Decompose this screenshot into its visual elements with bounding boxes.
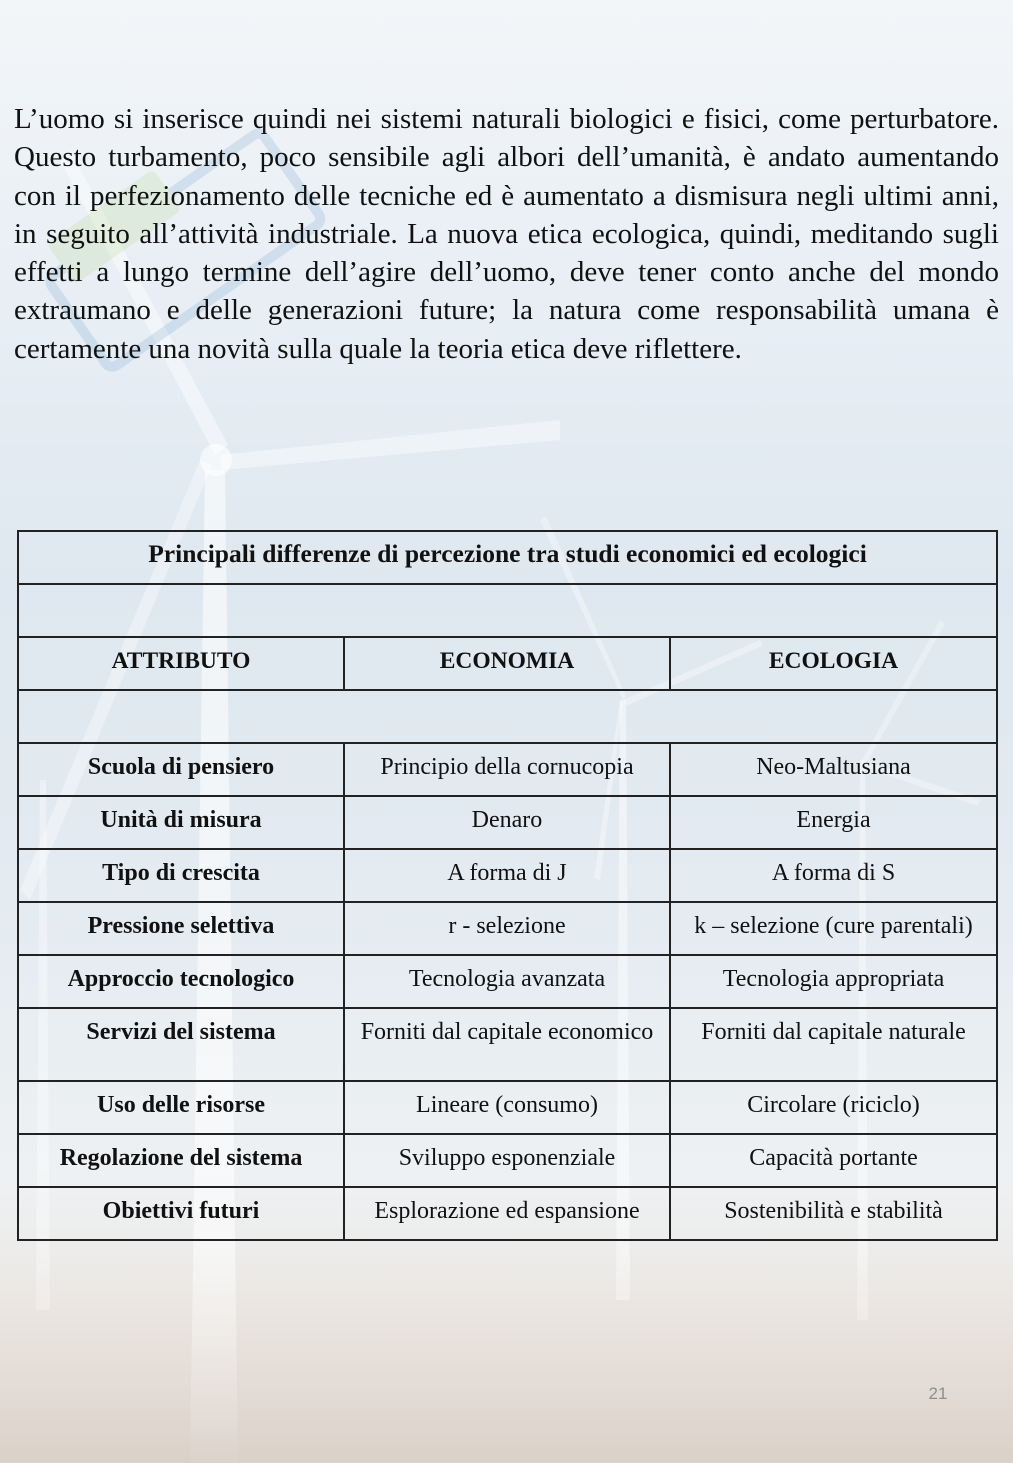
attribute-cell: Regolazione del sistema	[18, 1134, 344, 1187]
table-row	[18, 849, 997, 902]
table-row	[18, 743, 997, 796]
ecologia-cell: Circolare (riciclo)	[670, 1081, 997, 1134]
attribute-cell: Obiettivi futuri	[18, 1187, 344, 1240]
table-row	[18, 796, 997, 849]
table-spacer-cell	[18, 690, 997, 743]
economia-cell: Tecnologia avanzata	[344, 955, 670, 1008]
economia-cell: Denaro	[344, 796, 670, 849]
ecologia-cell: Energia	[670, 796, 997, 849]
attribute-cell: Tipo di crescita	[18, 849, 344, 902]
ecologia-cell: Neo-Maltusiana	[670, 743, 997, 796]
economia-cell: Principio della cornucopia	[344, 743, 670, 796]
body-paragraph: L’uomo si inserisce quindi nei sistemi naturali biologici e fisici, come perturbatore. Questo turbamento, poco sensibile agli albori dell’umanità, è andato aumentando con il perfezionamento delle tecniche ed è aumentato a dismisura negli ultimi anni, in seguito all’attività industriale. La nuova etica ecologica, quindi, meditando sugli effetti a lungo termine dell’agire dell’uomo, deve tener conto anche del mondo extraumano e delle generazioni future; la natura come responsabilità umana è certamente una novità sulla quale la teoria etica deve riflettere.	[14, 103, 999, 365]
table-row	[18, 1134, 997, 1187]
table-title: Principali differenze di percezione tra studi economici ed ecologici	[18, 531, 997, 584]
page-number: 21	[928, 1384, 948, 1403]
ecologia-cell: Capacità portante	[670, 1134, 997, 1187]
attribute-cell: Servizi del sistema	[18, 1008, 344, 1081]
attribute-cell: Unità di misura	[18, 796, 344, 849]
attribute-cell: Scuola di pensiero	[18, 743, 344, 796]
table-row	[18, 1187, 997, 1240]
economia-cell: Forniti dal capitale economico	[344, 1008, 670, 1081]
table-spacer-row	[18, 584, 997, 637]
table-title-row	[18, 531, 997, 584]
ecologia-cell: A forma di S	[670, 849, 997, 902]
economia-cell: Lineare (consumo)	[344, 1081, 670, 1134]
header-ecologia: ECOLOGIA	[670, 637, 997, 690]
ecologia-cell: Tecnologia appropriata	[670, 955, 997, 1008]
economia-cell: Esplorazione ed espansione	[344, 1187, 670, 1240]
header-economia: ECONOMIA	[344, 637, 670, 690]
table-spacer-cell	[18, 584, 997, 637]
ecologia-cell: k – selezione (cure parentali)	[670, 902, 997, 955]
economia-cell: A forma di J	[344, 849, 670, 902]
economia-cell: Sviluppo esponenziale	[344, 1134, 670, 1187]
table-header-row	[18, 637, 997, 690]
attribute-cell: Uso delle risorse	[18, 1081, 344, 1134]
ecologia-cell: Forniti dal capitale naturale	[670, 1008, 997, 1081]
table-row	[18, 902, 997, 955]
attribute-cell: Approccio tecnologico	[18, 955, 344, 1008]
attribute-cell: Pressione selettiva	[18, 902, 344, 955]
header-attributo: ATTRIBUTO	[18, 637, 344, 690]
table-row	[18, 955, 997, 1008]
comparison-table	[17, 530, 998, 1241]
table-row	[18, 1008, 997, 1081]
ecologia-cell: Sostenibilità e stabilità	[670, 1187, 997, 1240]
table-spacer-row	[18, 690, 997, 743]
economia-cell: r - selezione	[344, 902, 670, 955]
table-row	[18, 1081, 997, 1134]
